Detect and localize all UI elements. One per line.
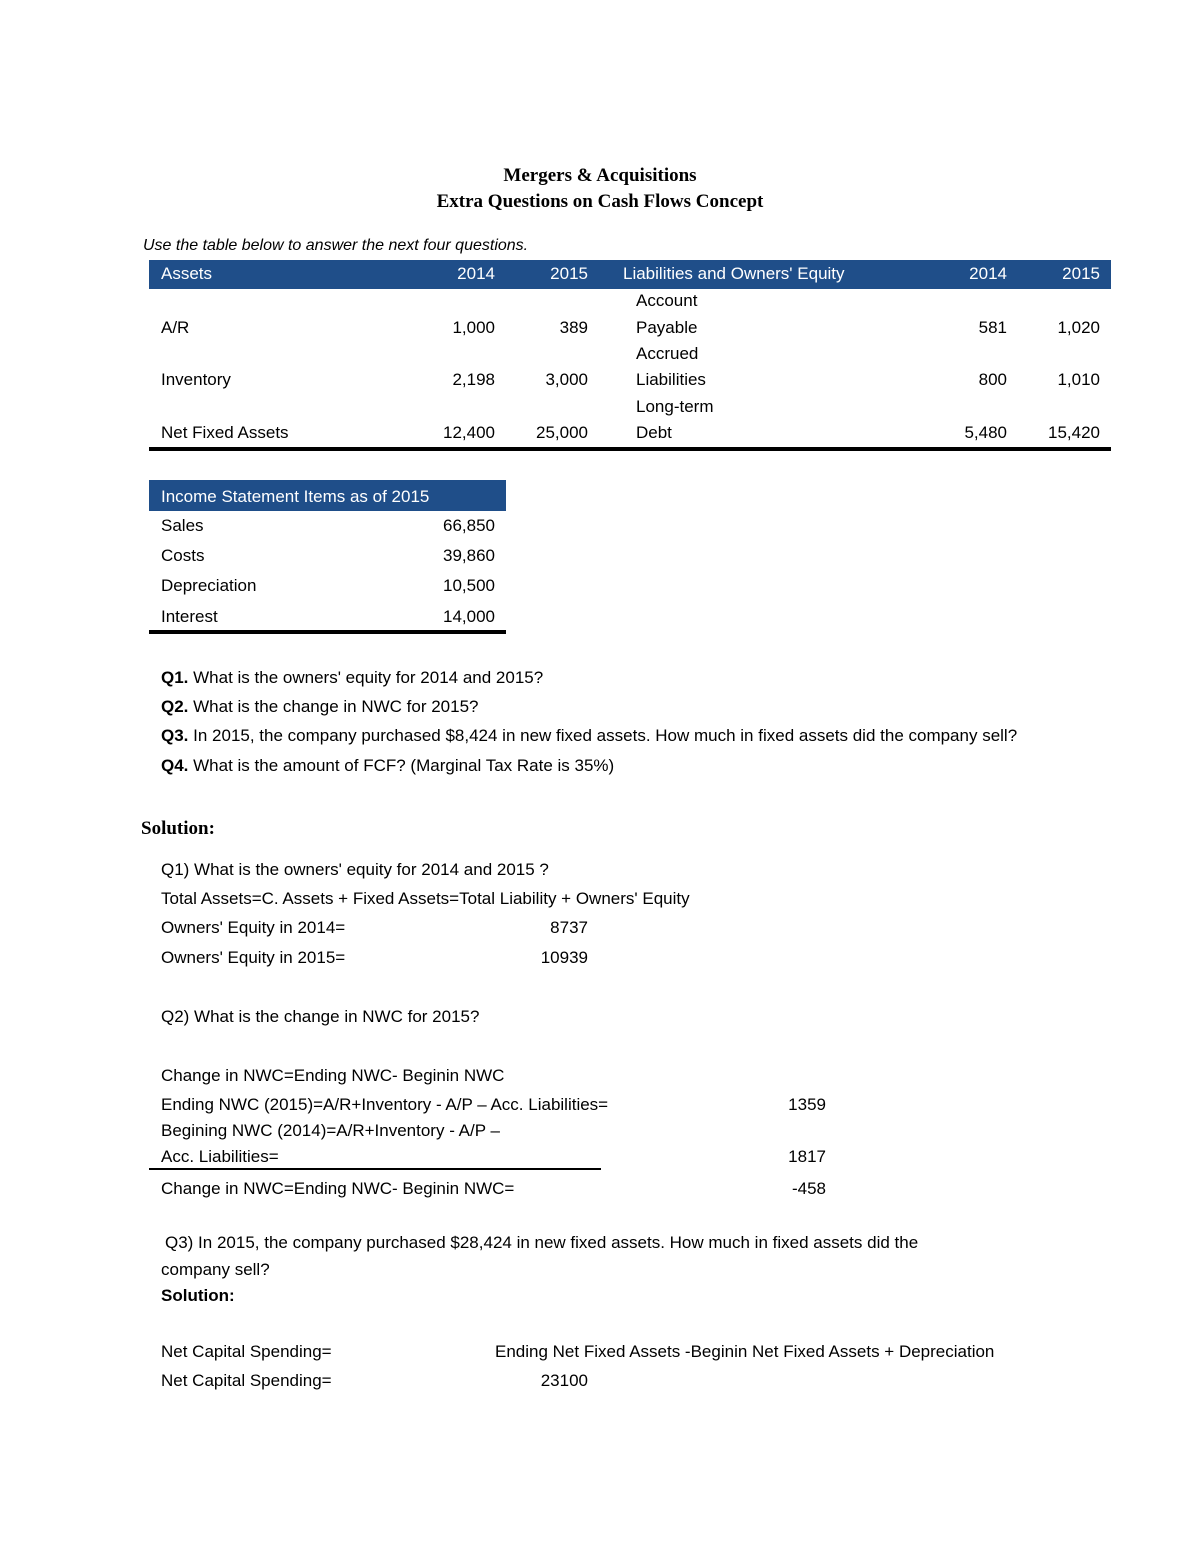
solution-q3-question-line2: company sell? — [161, 1260, 270, 1279]
asset-label: Inventory — [161, 370, 231, 389]
question-text: What is the owners' equity for 2014 and 2015? — [188, 668, 544, 687]
question-number: Q4. — [161, 756, 189, 775]
question-2 — [161, 697, 479, 717]
question-number: Q3. — [161, 726, 189, 745]
income-item-label: Sales — [161, 516, 204, 535]
solution-q2-question: Q2) What is the change in NWC for 2015? — [161, 1007, 480, 1026]
income-item-value: 10,500 — [443, 576, 495, 595]
income-statement-title: Income Statement Items as of 2015 — [161, 487, 430, 506]
balance-sheet-header — [149, 260, 1111, 289]
intro-text: Use the table below to answer the next four questions. — [143, 237, 529, 254]
table-bottom-border — [149, 630, 506, 634]
oe-2014-label: Owners' Equity in 2014= — [161, 918, 346, 937]
header-liab-2014: 2014 — [969, 264, 1007, 283]
solution-q3-label: Solution: — [161, 1286, 235, 1305]
asset-2015-value: 389 — [559, 318, 588, 337]
liability-2015-value: 15,420 — [1048, 423, 1100, 442]
income-item-label: Interest — [161, 607, 218, 626]
liability-2015-value: 1,010 — [1057, 370, 1100, 389]
income-item-value: 39,860 — [443, 546, 495, 565]
income-item-value: 14,000 — [443, 607, 495, 626]
ncs-label: Net Capital Spending= — [161, 1371, 332, 1390]
asset-2014-value: 2,198 — [452, 370, 495, 389]
question-text: In 2015, the company purchased $8,424 in new fixed assets. How much in fixed assets did the company sell? — [188, 726, 1018, 745]
nwc-definition: Change in NWC=Ending NWC- Beginin NWC — [161, 1066, 505, 1085]
asset-label: Net Fixed Assets — [161, 423, 289, 442]
liability-2014-value: 800 — [978, 370, 1007, 389]
liability-label-line1: Accrued — [636, 344, 699, 363]
ncs-value: 23100 — [540, 1371, 588, 1390]
change-nwc-value: -458 — [791, 1179, 826, 1198]
income-item-label: Depreciation — [161, 576, 257, 595]
asset-2015-value: 25,000 — [536, 423, 588, 442]
liability-label-line1: Account — [636, 291, 698, 310]
header-assets: Assets — [161, 264, 213, 283]
liability-2014-value: 5,480 — [964, 423, 1007, 442]
liability-2014-value: 581 — [978, 318, 1007, 337]
asset-2015-value: 3,000 — [545, 370, 588, 389]
header-assets-2014: 2014 — [457, 264, 495, 283]
question-number: Q1. — [161, 668, 189, 687]
solution-heading: Solution: — [141, 818, 215, 839]
begin-nwc-label-line2: Acc. Liabilities= — [161, 1147, 279, 1166]
ending-nwc-value: 1359 — [788, 1095, 826, 1114]
asset-2014-value: 1,000 — [452, 318, 495, 337]
table-bottom-border — [149, 447, 1111, 451]
change-nwc-label: Change in NWC=Ending NWC- Beginin NWC= — [161, 1179, 515, 1198]
question-1 — [161, 668, 543, 688]
begin-nwc-value: 1817 — [788, 1147, 826, 1166]
ending-nwc-label: Ending NWC (2015)=A/R+Inventory - A/P – Acc. Liabilities= — [161, 1095, 609, 1114]
question-text: What is the amount of FCF? (Marginal Tax Rate is 35%) — [188, 756, 615, 775]
solution-q3-question-line1: Q3) In 2015, the company purchased $28,424 in new fixed assets. How much in fixed assets did the — [165, 1233, 919, 1252]
header-assets-2015: 2015 — [550, 264, 588, 283]
solution-q1-question: Q1) What is the owners' equity for 2014 and 2015 ? — [161, 860, 549, 879]
ncs-formula: Ending Net Fixed Assets -Beginin Net Fixed Assets + Depreciation — [495, 1342, 995, 1361]
liability-label-line2: Debt — [636, 423, 672, 442]
income-statement-header — [149, 480, 506, 511]
solution-q1-formula: Total Assets=C. Assets + Fixed Assets=Total Liability + Owners' Equity — [161, 889, 690, 908]
ncs-label: Net Capital Spending= — [161, 1342, 332, 1361]
begin-nwc-label-line1: Begining NWC (2014)=A/R+Inventory - A/P – — [161, 1121, 500, 1140]
divider-line — [149, 1168, 601, 1170]
question-text: What is the change in NWC for 2015? — [188, 697, 479, 716]
liability-label-line1: Long-term — [636, 397, 714, 416]
document-subtitle: Extra Questions on Cash Flows Concept — [436, 191, 764, 212]
income-item-value: 66,850 — [443, 516, 495, 535]
question-4 — [161, 756, 614, 776]
liability-label-line2: Payable — [636, 318, 698, 337]
liability-label-line2: Liabilities — [636, 370, 706, 389]
asset-label: A/R — [161, 318, 190, 337]
question-number: Q2. — [161, 697, 189, 716]
oe-2014-value: 8737 — [550, 918, 588, 937]
liability-2015-value: 1,020 — [1057, 318, 1100, 337]
income-statement-table — [149, 480, 506, 636]
oe-2015-label: Owners' Equity in 2015= — [161, 948, 346, 967]
income-item-label: Costs — [161, 546, 205, 565]
header-liab-2015: 2015 — [1062, 264, 1100, 283]
oe-2015-value: 10939 — [540, 948, 588, 967]
question-3 — [161, 726, 1017, 746]
asset-2014-value: 12,400 — [443, 423, 495, 442]
header-liabilities: Liabilities and Owners' Equity — [623, 264, 845, 283]
document-title: Mergers & Acquisitions — [503, 165, 697, 186]
balance-sheet-table — [149, 260, 1111, 451]
